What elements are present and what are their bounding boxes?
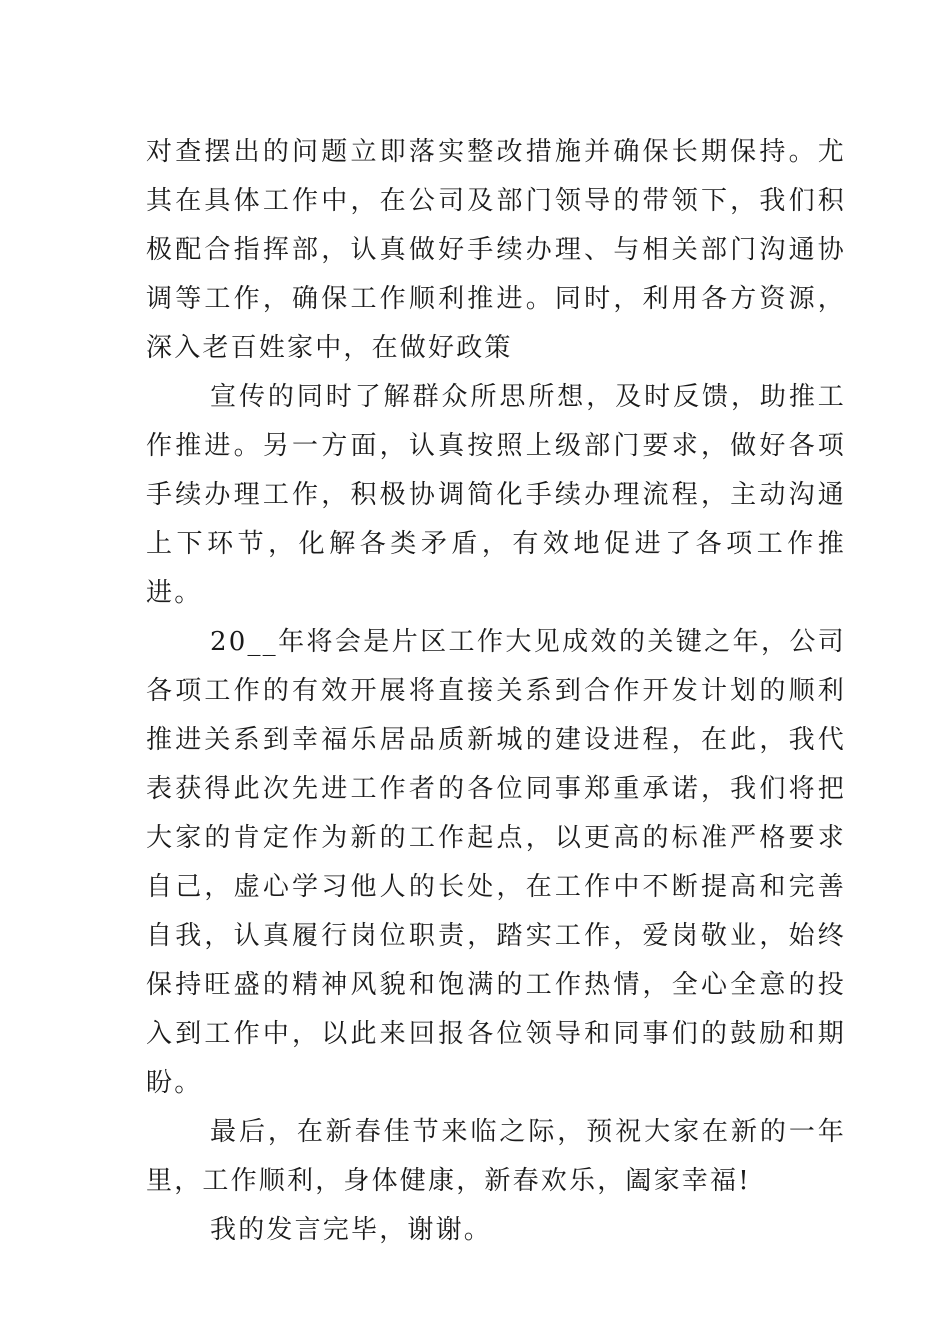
paragraph-4: 最后，在新春佳节来临之际，预祝大家在新的一年里，工作顺利，身体健康，新春欢乐，阖家幸福!: [146, 1117, 846, 1196]
paragraph-5: 我的发言完毕，谢谢。: [210, 1215, 493, 1245]
paragraph-3: 20__年将会是片区工作大见成效的关键之年，公司各项工作的有效开展将直接关系到合作开发计划的顺利推进关系到幸福乐居品质新城的建设进程，在此，我代表获得此次先进工作者的各位同事郑重承诺，我们将把大家的肯定作为新的工作起点，以更高的标准严格要求自己，虚心学习他人的长处，在工作中不断提高和完善自我，认真履行岗位职责，踏实工作，爱岗敬业，始终保持旺盛的精神风貌和饱满的工作热情，全心全意的投入到工作中，以此来回报各位领导和同事们的鼓励和期盼。: [146, 627, 846, 1098]
paragraph-2: 宣传的同时了解群众所思所想，及时反馈，助推工作推进。另一方面，认真按照上级部门要求，做好各项手续办理工作，积极协调简化手续办理流程，主动沟通上下环节，化解各类矛盾，有效地促进了各项工作推进。: [146, 382, 846, 608]
document-body: [146, 128, 846, 1255]
paragraph-1: 对查摆出的问题立即落实整改措施并确保长期保持。尤其在具体工作中，在公司及部门领导的带领下，我们积极配合指挥部，认真做好手续办理、与相关部门沟通协调等工作，确保工作顺利推进。同时，利用各方资源，深入老百姓家中，在做好政策: [146, 137, 846, 363]
